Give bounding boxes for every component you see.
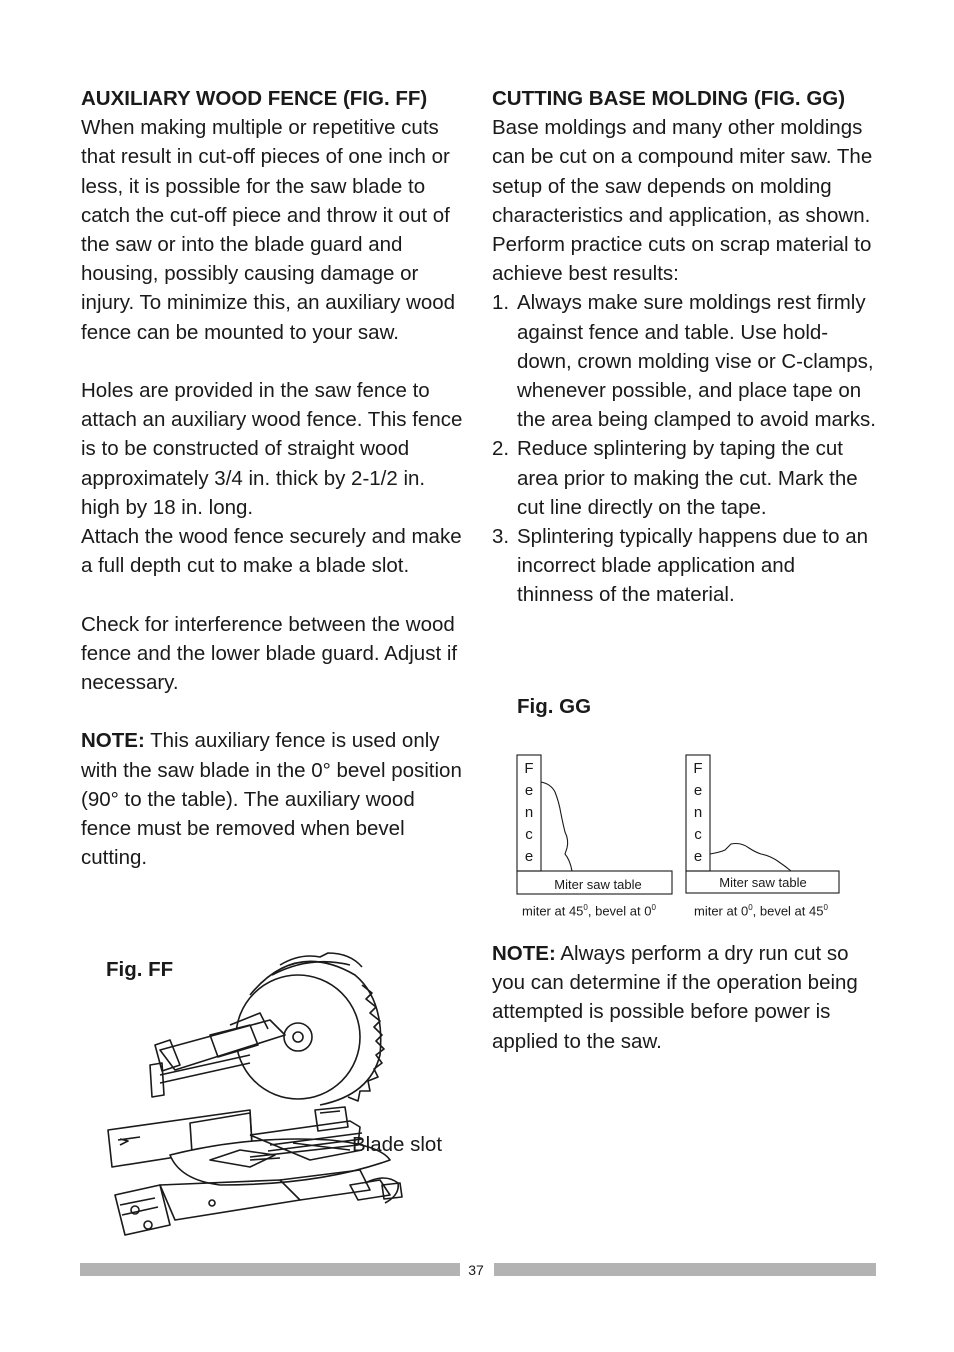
section-heading-auxiliary-fence: AUXILIARY WOOD FENCE (FIG. FF)	[81, 87, 428, 110]
figure-label-gg: Fig. GG	[517, 695, 592, 718]
right-column	[492, 84, 877, 610]
fence-letter: F	[693, 760, 703, 777]
paragraph: Attach the wood fence securely and make a full depth cut to make a blade slot.	[81, 525, 462, 578]
fence-letter: c	[525, 826, 533, 843]
table-label: Miter saw table	[719, 875, 807, 890]
paragraph: Holes are provided in the saw fence to attach an auxiliary wood fence. This fence is to be constructed of straight wood approximately 3/4 in. thick by 2-1/2 in. high by 18 in. long.	[81, 379, 463, 519]
list-item: 2. Reduce splintering by taping the cut area prior to making the cut. Mark the cut line directly on the tape.	[492, 437, 858, 519]
page-number: 37	[468, 1262, 484, 1278]
fence-letter: c	[694, 826, 702, 843]
molding-diagram-miter45	[515, 752, 675, 897]
paragraph: When making multiple or repetitive cuts that result in cut-off pieces of one inch or less, it is possible for the saw blade to catch the cut-off piece and throw it out of the saw or into the blade guard and housing, possibly causing damage or injury. To minimize this, an auxiliary wood fence can be mounted to your saw.	[81, 116, 456, 344]
fence-letter: e	[524, 848, 534, 865]
miter-saw-illustration	[100, 945, 460, 1240]
figure-label-ff: Fig. FF	[106, 958, 174, 981]
fence-letter: F	[524, 760, 534, 777]
fence-letter: e	[524, 782, 534, 799]
paragraph: Check for interference between the wood fence and the lower blade guard. Adjust if necessary.	[81, 612, 458, 695]
diagram-caption-1: miter at $45^0$, bevel at $0^0$	[522, 903, 656, 919]
fence-letter: e	[693, 782, 703, 799]
numbered-list	[492, 288, 877, 609]
section-heading-base-molding: CUTTING BASE MOLDING (FIG. GG)	[492, 87, 846, 110]
list-item: 1. Always make sure moldings rest firmly against fence and table. Use hold-down, crown molding vise or C-clamps, whenever possible, and place tape on the area being clamped to avoid marks.	[492, 291, 876, 432]
note-label: NOTE:	[81, 729, 145, 753]
fence-letter: n	[524, 804, 534, 821]
blade-slot-callout: Blade slot	[352, 1133, 443, 1156]
footer-rule-right	[494, 1263, 876, 1276]
molding-diagram-bevel45	[683, 752, 843, 897]
fence-letter: n	[693, 804, 703, 821]
diagram-caption-2: miter at $0^0$, bevel at $45^0$	[694, 903, 828, 919]
note-text: This auxiliary fence is used only with the saw blade in the 0° bevel position (90° to the table). The auxiliary wood fence must be removed when bevel cutting.	[81, 729, 462, 870]
note-label: NOTE:	[492, 942, 556, 965]
left-column	[81, 84, 466, 872]
list-item: 3. Splintering typically happens due to an incorrect blade application and thinness of the material.	[492, 525, 869, 607]
fence-letter: e	[693, 848, 703, 865]
note-paragraph	[81, 726, 466, 872]
paragraph: Base moldings and many other moldings can be cut on a compound miter saw. The setup of the saw depends on molding characteristics and application, as shown. Perform practice cuts on scrap material to achieve best results:	[492, 116, 873, 286]
table-label: Miter saw table	[554, 877, 642, 892]
note-text: Always perform a dry run cut so you can determine if the operation being attempted is possible before power is applied to the saw.	[492, 942, 858, 1053]
note-paragraph	[492, 939, 877, 1056]
footer-rule-left	[80, 1263, 460, 1276]
